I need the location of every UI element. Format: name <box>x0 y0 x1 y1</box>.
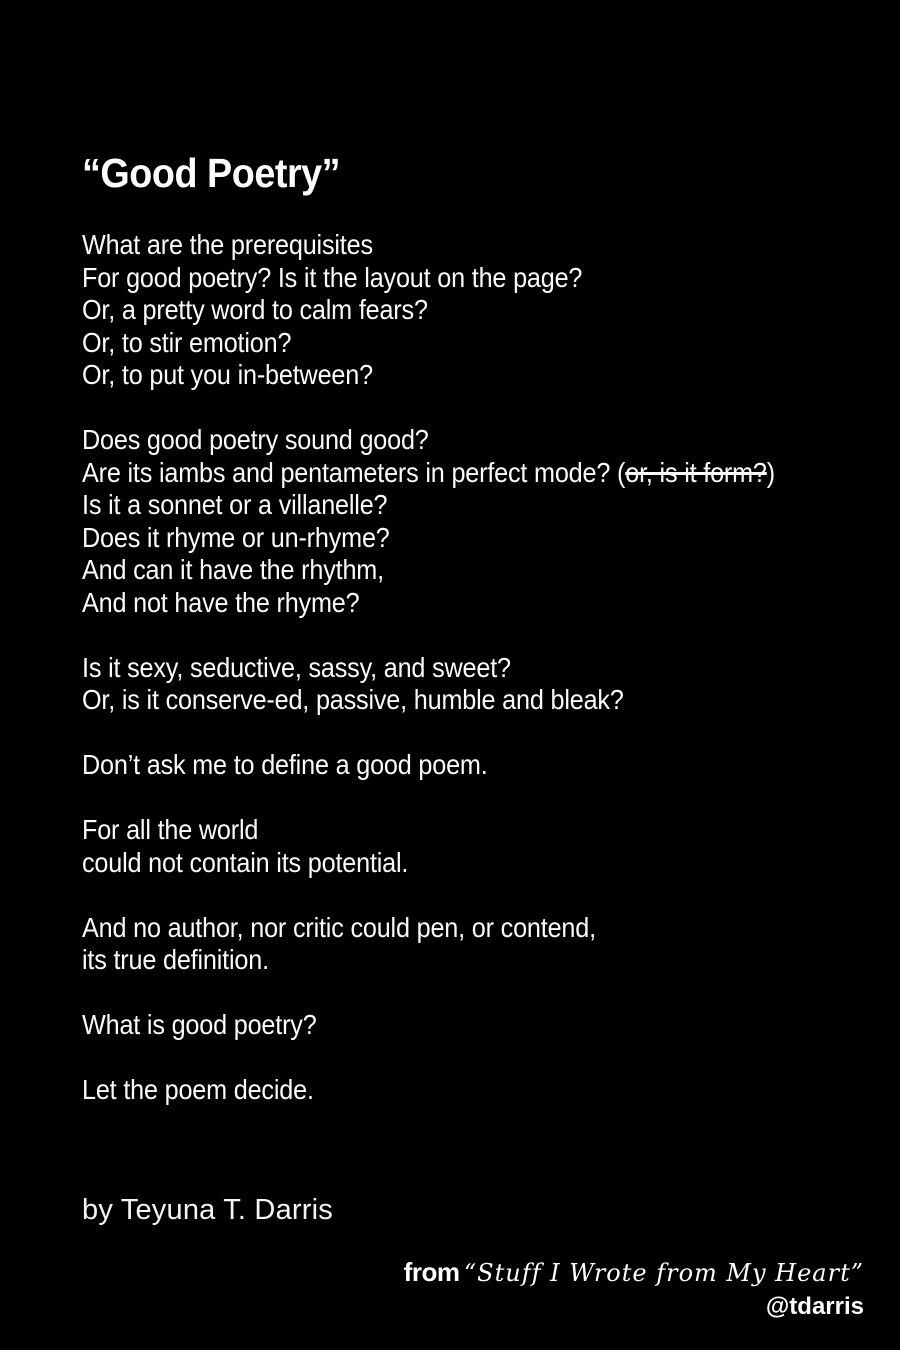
poem-text: could not contain its potential. <box>82 846 409 878</box>
poem-title: “Good Poetry” <box>82 150 341 196</box>
poem-line <box>82 359 775 392</box>
poem-line <box>82 749 775 782</box>
poem-text: Or, to stir emotion? <box>82 326 292 358</box>
source-title: “Stuff I Wrote from My Heart” <box>463 1259 864 1287</box>
poem-body <box>82 229 852 1139</box>
source-line <box>404 1257 864 1292</box>
poem-line <box>82 652 775 685</box>
footer-credit <box>404 1257 864 1322</box>
poem-text: Does good poetry sound good? <box>82 424 429 455</box>
poem-line <box>82 1074 775 1107</box>
poem-stanza <box>82 652 775 717</box>
poem-text: What is good poetry? <box>82 1009 317 1040</box>
from-label: from <box>403 1257 460 1287</box>
poem-text: Does it rhyme or un-rhyme? <box>82 521 390 553</box>
poem-line <box>82 944 775 977</box>
poem-text: And can it have the rhythm, <box>82 554 384 585</box>
poem-text: What are the prerequisites <box>82 229 373 260</box>
poem-stanza <box>82 814 775 879</box>
poem-text: For all the world <box>82 814 259 845</box>
poem-line <box>82 1009 775 1042</box>
poem-stanza <box>82 424 775 619</box>
poem-text: And not have the rhyme? <box>82 586 360 618</box>
poem-text: Is it sexy, seductive, sassy, and sweet? <box>82 651 511 683</box>
poem-text: Or, a pretty word to calm fears? <box>82 294 428 325</box>
poem-text: ) <box>766 456 775 488</box>
poem-line <box>82 554 775 587</box>
poem-line <box>82 424 775 457</box>
poem-stanza <box>82 1009 775 1042</box>
poem-line <box>82 262 775 295</box>
poem-stanza <box>82 1074 775 1107</box>
poem-stanza <box>82 229 775 392</box>
poem-line <box>82 814 775 847</box>
poem-line <box>82 489 775 522</box>
poem-line <box>82 229 775 262</box>
poem-text: Are its iambs and pentameters in perfect mode? ( <box>82 456 626 488</box>
poem-text: Or, is it conserve-ed, passive, humble and bleak? <box>82 684 624 715</box>
author-handle: @tdarris <box>765 1293 864 1320</box>
poem-line <box>82 522 775 555</box>
poem-text: Don’t ask me to define a good poem. <box>82 749 488 780</box>
poem-text: And no author, nor critic could pen, or contend, <box>82 911 596 943</box>
poem-line <box>82 912 775 945</box>
poem-line <box>82 684 775 717</box>
poem-line <box>82 294 775 327</box>
poem-line <box>82 847 775 880</box>
poem-text: Or, to put you in-between? <box>82 359 373 390</box>
poem-stanza <box>82 749 775 782</box>
byline: by Teyuna T. Darris <box>82 1194 333 1226</box>
strikethrough-text: or, is it form? <box>625 456 767 488</box>
poem-text: its true definition. <box>82 944 269 975</box>
poem-line <box>82 457 775 490</box>
poem-line <box>82 587 775 620</box>
poem-stanza <box>82 912 775 977</box>
poem-line <box>82 327 775 360</box>
poem-text: Let the poem decide. <box>82 1074 314 1105</box>
poem-text: Is it a sonnet or a villanelle? <box>82 489 388 520</box>
poem-text: For good poetry? Is it the layout on the page? <box>82 261 583 293</box>
